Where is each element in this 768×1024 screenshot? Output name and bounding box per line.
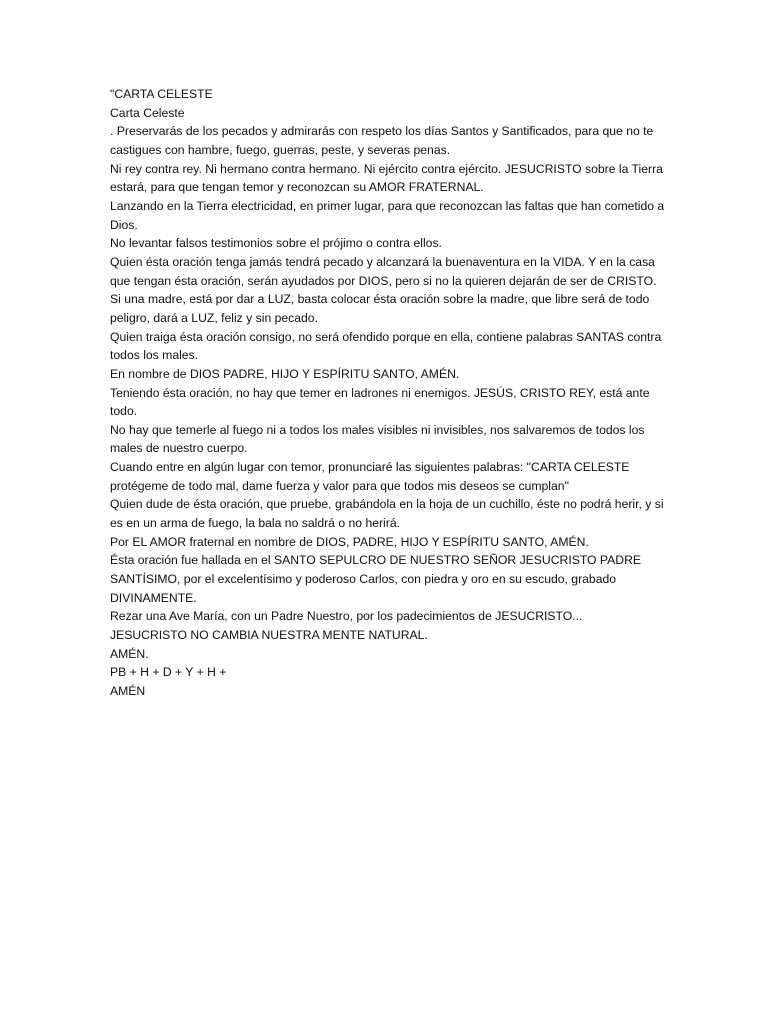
doc-paragraph: Ésta oración fue hallada en el SANTO SEPULCRO DE NUESTRO SEÑOR JESUCRISTO PADRE SANTÍSIMO, por el excelentísimo y poderoso Carlos, con piedra y oro en su escudo, grabado DIVINAMENTE. bbox=[110, 553, 642, 605]
doc-paragraph: Si una madre, está por dar a LUZ, basta colocar ésta oración sobre la madre, que libre será de todo peligro, dará a LUZ, feliz y sin pecado. bbox=[110, 292, 650, 325]
doc-code-line: PB + H + D + Y + H + bbox=[110, 665, 227, 680]
doc-paragraph: Lanzando en la Tierra electricidad, en primer lugar, para que reconozcan las faltas que han cometido a Dios. bbox=[110, 198, 665, 232]
doc-closing: AMÉN bbox=[110, 684, 146, 698]
doc-paragraph: No hay que temerle al fuego ni a todos los males visibles ni invisibles, nos salvaremos de todos los males de nuestro cuerpo. bbox=[110, 422, 645, 456]
doc-paragraph: JESUCRISTO NO CAMBIA NUESTRA MENTE NATURAL. bbox=[110, 628, 428, 643]
doc-paragraph: En nombre de DIOS PADRE, HIJO Y ESPÍRITU SANTO, AMÉN. bbox=[110, 366, 460, 381]
doc-closing: AMÉN. bbox=[110, 646, 149, 661]
doc-paragraph: Quien dude de ésta oración, que pruebe, grabándola en la hoja de un cuchillo, éste no podrá herir, y si es en un arma de fuego, la bala no saldrá o no herirá. bbox=[110, 497, 664, 531]
doc-paragraph: Ni rey contra rey. Ni hermano contra hermano. Ni ejército contra ejército. JESUCRISTO sobre la Tierra estará, para que tengan temor y reconozcan su AMOR FRATERNAL. bbox=[110, 161, 663, 195]
doc-paragraph: Por EL AMOR fraternal en nombre de DIOS, PADRE, HIJO Y ESPÍRITU SANTO, AMÉN. bbox=[110, 534, 589, 549]
doc-title-quoted: "CARTA CELESTE bbox=[110, 87, 213, 101]
doc-paragraph: Quien traiga ésta oración consigo, no será ofendido porque en ella, contiene palabras SANTAS contra todos los males. bbox=[110, 329, 662, 363]
doc-paragraph: Teniendo ésta oración, no hay que temer en ladrones ni enemigos. JESÚS, CRISTO REY, está ante todo. bbox=[110, 385, 650, 419]
doc-title: Carta Celeste bbox=[110, 105, 185, 120]
doc-paragraph: Rezar una Ave María, con un Padre Nuestro, por los padecimientos de JESUCRISTO... bbox=[110, 609, 583, 624]
document-body bbox=[110, 85, 670, 701]
doc-paragraph: Quien ésta oración tenga jamás tendrá pecado y alcanzará la buenaventura en la VIDA. Y en la casa que tengan ésta oración, serán ayudados por DIOS, pero si no la quieren dejarán de ser de CRISTO. bbox=[110, 254, 657, 288]
doc-paragraph: Cuando entre en algún lugar con temor, pronunciaré las siguientes palabras: "CARTA CELESTE protégeme de todo mal, dame fuerza y valor para que todos mis deseos se cumplan" bbox=[110, 460, 630, 493]
doc-paragraph: No levantar falsos testimonios sobre el prójimo o contra ellos. bbox=[110, 236, 442, 251]
doc-paragraph: . Preservarás de los pecados y admirarás con respeto los días Santos y Santificados, para que no te castigues con hambre, fuego, guerras, peste, y severas penas. bbox=[110, 124, 654, 157]
